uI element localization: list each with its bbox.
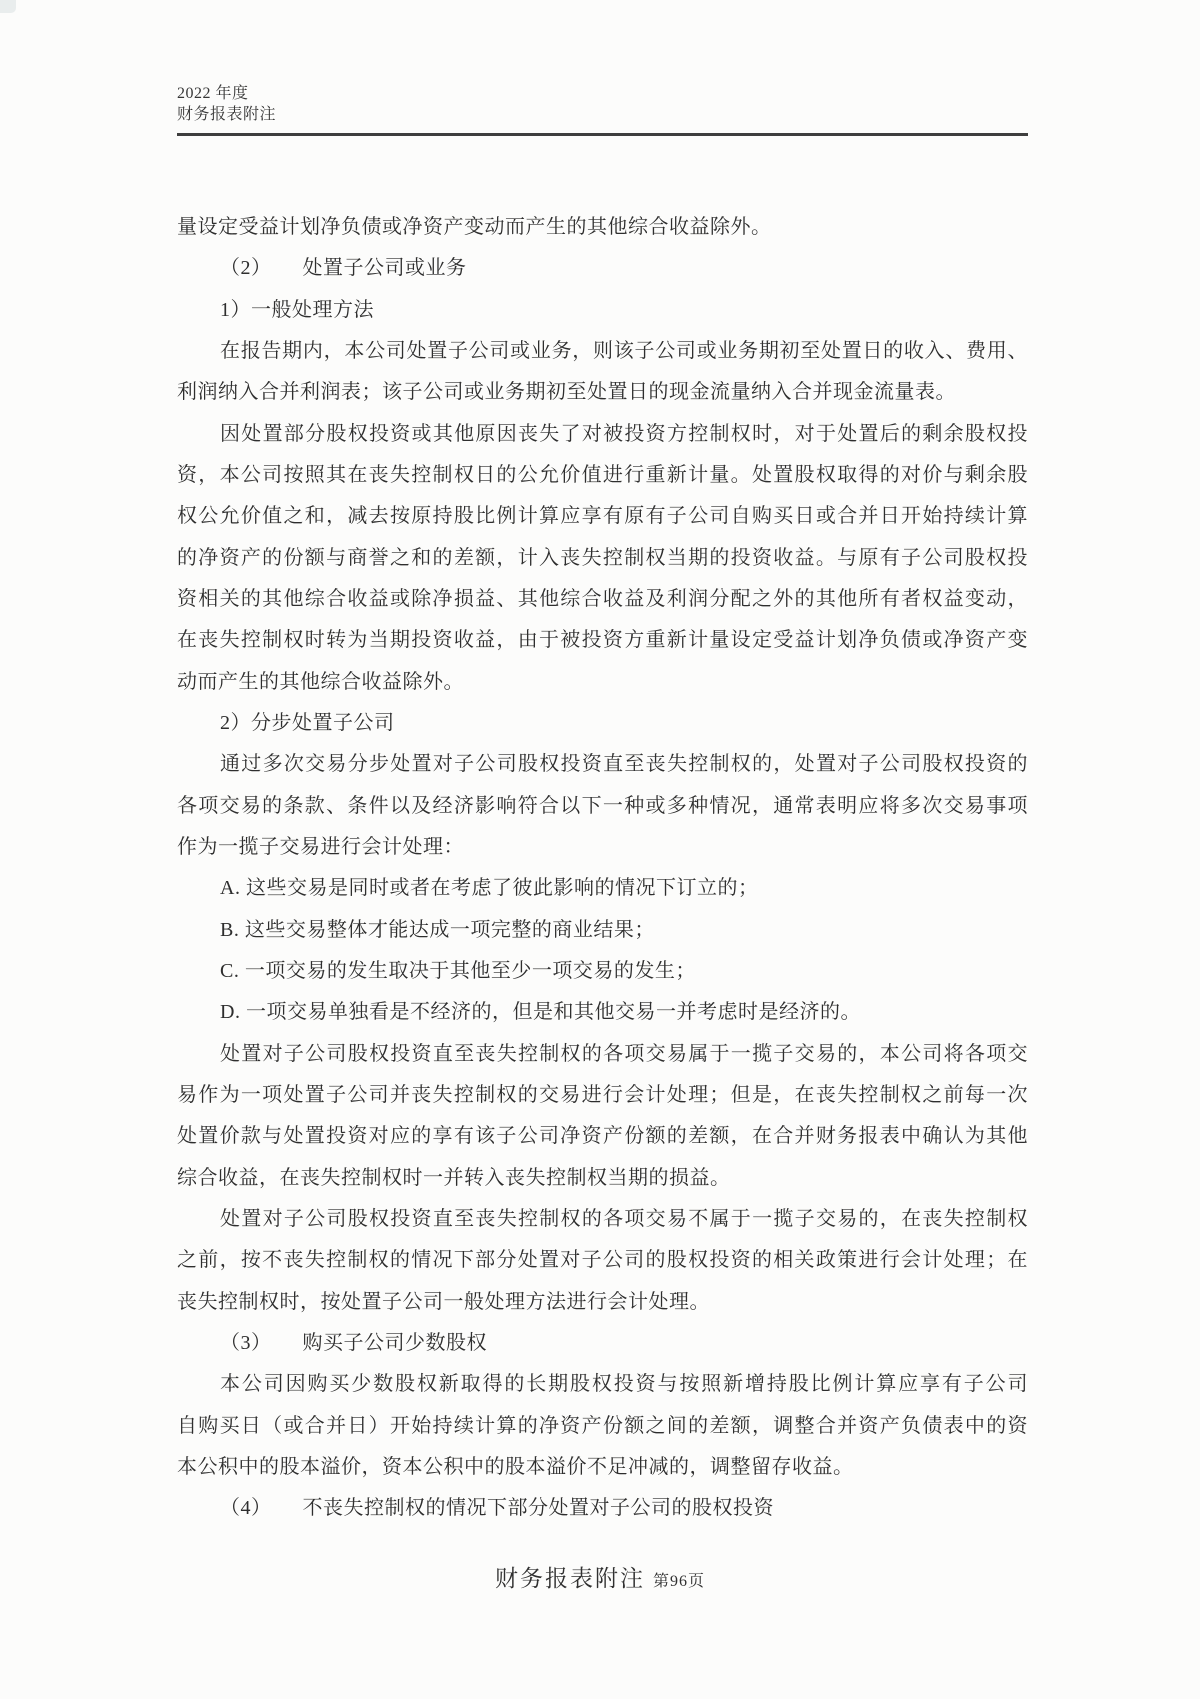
text-line: 资，本公司按照其在丧失控制权日的公允价值进行重新计量。处置股权取得的对价与剩余股 [177,463,1028,486]
list-item: C. 一项交易的发生取决于其他至少一项交易的发生； [220,959,696,982]
footer-title: 财务报表附注 [494,1566,645,1591]
header-doc-title: 财务报表附注 [177,106,277,123]
text-line: 利润纳入合并利润表；该子公司或业务期初至处置日的现金流量纳入合并现金流量表。 [177,381,956,404]
text-line: 之前，按不丧失控制权的情况下部分处置对子公司的股权投资的相关政策进行会计处理；在 [177,1249,1028,1272]
sub-heading: 2）分步处置子公司 [220,711,395,734]
section-heading: （4） 不丧失控制权的情况下部分处置对子公司的股权投资 [220,1497,774,1520]
text-line: 综合收益，在丧失控制权时一并转入丧失控制权当期的损益。 [177,1166,731,1189]
text-line: 在报告期内，本公司处置子公司或业务，则该子公司或业务期初至处置日的收入、费用、 [220,339,1028,362]
section-heading: （2） 处置子公司或业务 [220,257,467,280]
text-line: 资相关的其他综合收益或除净损益、其他综合收益及利润分配之外的其他所有者权益变动， [177,587,1028,610]
text-line: 自购买日（或合并日）开始持续计算的净资产份额之间的差额，调整合并资产负债表中的资 [177,1414,1028,1437]
page-footer [0,1560,1200,1593]
document-body [177,207,1028,1530]
text-line: 通过多次交易分步处置对子公司股权投资直至丧失控制权的，处置对子公司股权投资的 [220,753,1028,776]
text-line: 本公积中的股本溢价，资本公积中的股本溢价不足冲减的，调整留存收益。 [177,1455,854,1478]
text-line: 权公允价值之和，减去按原持股比例计算应享有原有子公司自购买日或合并日开始持续计算 [177,505,1028,528]
text-line: 因处置部分股权投资或其他原因丧失了对被投资方控制权时，对于处置后的剩余股权投 [220,422,1028,445]
page-header [177,83,276,125]
text-line: 丧失控制权时，按处置子公司一般处理方法进行会计处理。 [177,1290,710,1313]
text-line: 本公司因购买少数股权新取得的长期股权投资与按照新增持股比例计算应享有子公司 [220,1373,1028,1396]
text-line: 量设定受益计划净负债或净资产变动而产生的其他综合收益除外。 [177,216,772,238]
text-line: 动而产生的其他综合收益除外。 [177,670,464,693]
sub-heading: 1）一般处理方法 [220,298,374,321]
text-line: 作为一揽子交易进行会计处理： [177,835,464,858]
header-year: 2022 年度 [177,85,249,102]
list-item: A. 这些交易是同时或者在考虑了彼此影响的情况下订立的； [220,877,759,900]
footer-page-number: 第96页 [652,1573,705,1590]
text-line: 处置价款与处置投资对应的享有该子公司净资产份额的差额，在合并财务报表中确认为其他 [177,1125,1028,1148]
section-heading: （3） 购买子公司少数股权 [220,1331,487,1354]
scan-artifact [0,0,16,13]
text-line: 各项交易的条款、条件以及经济影响符合以下一种或多种情况，通常表明应将多次交易事项 [177,794,1028,817]
list-item: B. 这些交易整体才能达成一项完整的商业结果； [220,918,655,941]
text-line: 的净资产的份额与商誉之和的差额，计入丧失控制权当期的投资收益。与原有子公司股权投 [177,546,1028,569]
header-rule [177,133,1028,136]
text-line: 处置对子公司股权投资直至丧失控制权的各项交易不属于一揽子交易的，在丧失控制权 [220,1207,1028,1230]
text-line: 在丧失控制权时转为当期投资收益，由于被投资方重新计量设定受益计划净负债或净资产变 [177,629,1028,652]
list-item: D. 一项交易单独看是不经济的，但是和其他交易一并考虑时是经济的。 [220,1001,861,1024]
text-line: 处置对子公司股权投资直至丧失控制权的各项交易属于一揽子交易的，本公司将各项交 [220,1042,1028,1065]
text-line: 易作为一项处置子公司并丧失控制权的交易进行会计处理；但是，在丧失控制权之前每一次 [177,1083,1028,1106]
